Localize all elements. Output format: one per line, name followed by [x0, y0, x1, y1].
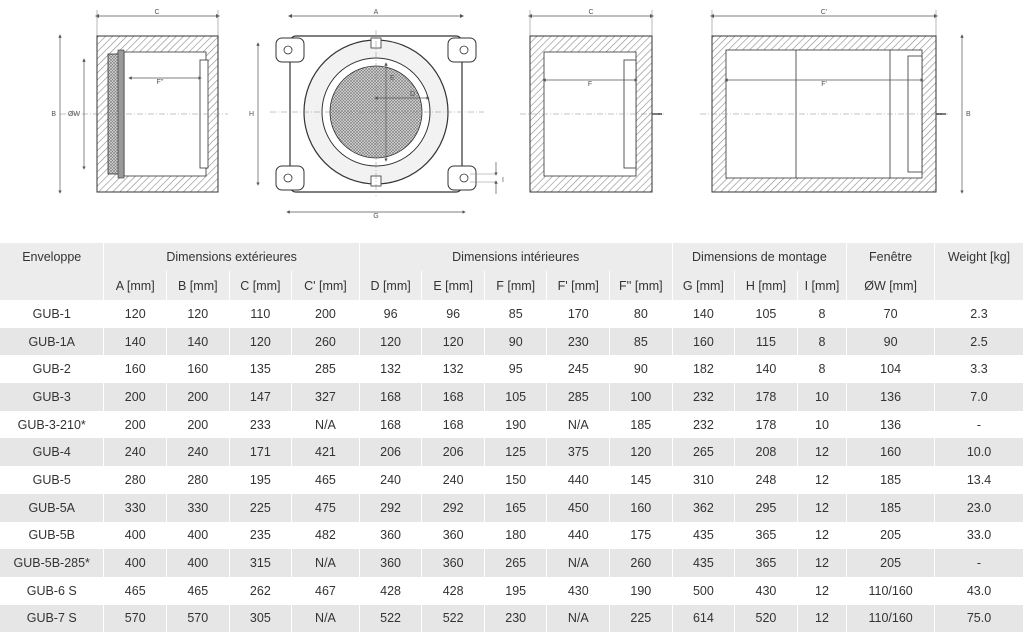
table-cell: 171 — [229, 438, 292, 466]
table-cell: 200 — [167, 411, 230, 439]
col-header: ØW [mm] — [847, 271, 935, 300]
table-cell: 400 — [104, 522, 167, 550]
model-name-cell: GUB-1 — [0, 300, 104, 328]
table-cell: 12 — [797, 494, 846, 522]
table-cell: 233 — [229, 411, 292, 439]
table-cell: 430 — [735, 577, 798, 605]
table-row — [0, 411, 1024, 439]
table-cell: 10.0 — [935, 438, 1024, 466]
model-name-cell: GUB-6 S — [0, 577, 104, 605]
table-cell: 614 — [672, 605, 735, 632]
table-cell: 435 — [672, 549, 735, 577]
table-cell: 465 — [292, 466, 360, 494]
table-cell: 195 — [484, 577, 547, 605]
table-cell: 12 — [797, 577, 846, 605]
dim-i-label: I — [502, 177, 504, 184]
table-cell: 232 — [672, 411, 735, 439]
table-cell: 240 — [167, 438, 230, 466]
table-row — [0, 549, 1024, 577]
col-header: I [mm] — [797, 271, 846, 300]
dim-c-label: C — [154, 9, 160, 16]
table-cell: 33.0 — [935, 522, 1024, 550]
dim-f-label: F — [587, 81, 593, 88]
table-cell: 168 — [422, 411, 485, 439]
table-cell: 360 — [359, 549, 422, 577]
table-cell: 240 — [359, 466, 422, 494]
table-cell: 200 — [167, 383, 230, 411]
table-cell: 185 — [847, 466, 935, 494]
table-cell: 90 — [847, 328, 935, 356]
model-name-cell: GUB-2 — [0, 355, 104, 383]
spec-table — [0, 243, 1024, 632]
table-cell: 330 — [104, 494, 167, 522]
table-row — [0, 522, 1024, 550]
table-cell: 160 — [610, 494, 673, 522]
table-cell: 262 — [229, 577, 292, 605]
table-cell: 225 — [610, 605, 673, 632]
table-cell: 362 — [672, 494, 735, 522]
table-cell: 230 — [547, 328, 610, 356]
table-cell: 140 — [672, 300, 735, 328]
table-cell: 178 — [735, 411, 798, 439]
table-cell: 140 — [104, 328, 167, 356]
table-cell: 3.3 — [935, 355, 1024, 383]
table-cell: 23.0 — [935, 494, 1024, 522]
header-weight: Weight [kg] — [935, 243, 1024, 300]
table-cell: 205 — [847, 549, 935, 577]
dim-b-label-2: B — [966, 111, 971, 118]
technical-drawings — [0, 0, 1024, 236]
dim-a-label: A — [373, 9, 379, 16]
header-enveloppe: Enveloppe — [0, 243, 104, 300]
table-cell: 206 — [359, 438, 422, 466]
table-cell: 132 — [422, 355, 485, 383]
table-cell: 168 — [422, 383, 485, 411]
table-cell: 43.0 — [935, 577, 1024, 605]
table-cell: 200 — [292, 300, 360, 328]
table-cell: 310 — [672, 466, 735, 494]
dim-b-label: B — [51, 111, 56, 118]
col-header: F' [mm] — [547, 271, 610, 300]
table-cell: 120 — [229, 328, 292, 356]
table-cell: 120 — [422, 328, 485, 356]
table-cell: 10 — [797, 411, 846, 439]
table-cell: 305 — [229, 605, 292, 632]
table-cell: 400 — [104, 549, 167, 577]
table-cell: 120 — [104, 300, 167, 328]
table-cell: 522 — [422, 605, 485, 632]
model-name-cell: GUB-4 — [0, 438, 104, 466]
table-row — [0, 577, 1024, 605]
table-cell: 200 — [104, 383, 167, 411]
header-dimensions-interieures: Dimensions intérieures — [359, 243, 672, 271]
section-view-short — [520, 9, 664, 192]
table-row — [0, 355, 1024, 383]
table-cell: - — [935, 549, 1024, 577]
table-cell: 10 — [797, 383, 846, 411]
table-cell: 104 — [847, 355, 935, 383]
table-cell: 170 — [547, 300, 610, 328]
table-cell: 190 — [484, 411, 547, 439]
table-cell: 168 — [359, 411, 422, 439]
table-cell: 147 — [229, 383, 292, 411]
table-cell: 400 — [167, 522, 230, 550]
table-cell: 421 — [292, 438, 360, 466]
table-cell: 260 — [292, 328, 360, 356]
table-cell: 450 — [547, 494, 610, 522]
table-row — [0, 383, 1024, 411]
dim-f2-label: F'' — [156, 79, 164, 86]
table-cell: 8 — [797, 355, 846, 383]
table-cell: 360 — [422, 549, 485, 577]
model-name-cell: GUB-5B-285* — [0, 549, 104, 577]
table-cell: 110/160 — [847, 605, 935, 632]
table-cell: 96 — [359, 300, 422, 328]
table-cell: 185 — [847, 494, 935, 522]
table-cell: 2.3 — [935, 300, 1024, 328]
sub-header-row — [0, 271, 1024, 300]
table-cell: 12 — [797, 438, 846, 466]
table-cell: 467 — [292, 577, 360, 605]
table-cell: 135 — [229, 355, 292, 383]
table-cell: 285 — [292, 355, 360, 383]
table-cell: 185 — [610, 411, 673, 439]
model-name-cell: GUB-7 S — [0, 605, 104, 632]
col-header: C' [mm] — [292, 271, 360, 300]
col-header: F'' [mm] — [610, 271, 673, 300]
table-cell: 400 — [167, 549, 230, 577]
table-cell: 12 — [797, 466, 846, 494]
table-cell: 475 — [292, 494, 360, 522]
table-cell: 330 — [167, 494, 230, 522]
table-cell: 570 — [104, 605, 167, 632]
table-cell: 520 — [735, 605, 798, 632]
col-header: H [mm] — [735, 271, 798, 300]
table-cell: 195 — [229, 466, 292, 494]
table-cell: 125 — [484, 438, 547, 466]
table-cell: 280 — [104, 466, 167, 494]
table-cell: 132 — [359, 355, 422, 383]
table-row — [0, 328, 1024, 356]
table-cell: 160 — [167, 355, 230, 383]
table-cell: 435 — [672, 522, 735, 550]
table-cell: 280 — [167, 466, 230, 494]
table-cell: 182 — [672, 355, 735, 383]
table-cell: 440 — [547, 522, 610, 550]
table-cell: 96 — [422, 300, 485, 328]
front-view — [249, 9, 504, 220]
table-cell: 120 — [610, 438, 673, 466]
table-row — [0, 438, 1024, 466]
table-cell: 265 — [672, 438, 735, 466]
table-cell: 13.4 — [935, 466, 1024, 494]
table-cell: 292 — [359, 494, 422, 522]
table-cell: 440 — [547, 466, 610, 494]
table-cell: 240 — [422, 466, 485, 494]
dim-c1-label: C' — [820, 9, 828, 16]
table-cell: 175 — [610, 522, 673, 550]
table-cell: 200 — [104, 411, 167, 439]
dim-f1-label: F' — [821, 81, 827, 88]
table-cell: 110 — [229, 300, 292, 328]
table-cell: 292 — [422, 494, 485, 522]
dim-d-label: D — [410, 91, 416, 98]
table-cell: 165 — [484, 494, 547, 522]
table-cell: 360 — [422, 522, 485, 550]
table-cell: 265 — [484, 549, 547, 577]
table-cell: N/A — [292, 411, 360, 439]
table-cell: 160 — [104, 355, 167, 383]
table-cell: N/A — [547, 605, 610, 632]
model-name-cell: GUB-5B — [0, 522, 104, 550]
col-header: E [mm] — [422, 271, 485, 300]
dim-c-label-2: C — [588, 9, 594, 16]
col-header: C [mm] — [229, 271, 292, 300]
table-cell: 240 — [104, 438, 167, 466]
section-view-window — [51, 9, 228, 192]
table-cell: 75.0 — [935, 605, 1024, 632]
table-cell: 465 — [167, 577, 230, 605]
table-cell: 206 — [422, 438, 485, 466]
col-header: A [mm] — [104, 271, 167, 300]
table-cell: 105 — [735, 300, 798, 328]
table-cell: 7.0 — [935, 383, 1024, 411]
table-cell: 500 — [672, 577, 735, 605]
section-view-long — [700, 9, 971, 192]
table-cell: N/A — [547, 549, 610, 577]
table-cell: 365 — [735, 549, 798, 577]
table-cell: 110/160 — [847, 577, 935, 605]
table-cell: 285 — [547, 383, 610, 411]
dim-w-label: ØW — [67, 111, 80, 118]
table-cell: 140 — [735, 355, 798, 383]
table-cell: 248 — [735, 466, 798, 494]
col-header: D [mm] — [359, 271, 422, 300]
col-header: B [mm] — [167, 271, 230, 300]
table-cell: N/A — [547, 411, 610, 439]
table-cell: 85 — [610, 328, 673, 356]
table-cell: 178 — [735, 383, 798, 411]
header-dimensions-exterieures: Dimensions extérieures — [104, 243, 359, 271]
table-cell: 120 — [167, 300, 230, 328]
table-cell: 225 — [229, 494, 292, 522]
table-cell: 140 — [167, 328, 230, 356]
header-fenetre: Fenêtre — [847, 243, 935, 271]
table-body — [0, 300, 1024, 632]
table-cell: 260 — [610, 549, 673, 577]
table-cell: 160 — [672, 328, 735, 356]
table-cell: 295 — [735, 494, 798, 522]
table-cell: 365 — [735, 522, 798, 550]
table-cell: 8 — [797, 328, 846, 356]
model-name-cell: GUB-3 — [0, 383, 104, 411]
table-row — [0, 494, 1024, 522]
table-cell: 208 — [735, 438, 798, 466]
table-cell: 105 — [484, 383, 547, 411]
header-dimensions-montage: Dimensions de montage — [672, 243, 847, 271]
model-name-cell: GUB-5 — [0, 466, 104, 494]
table-cell: 145 — [610, 466, 673, 494]
table-cell: 120 — [359, 328, 422, 356]
table-cell: 8 — [797, 300, 846, 328]
table-cell: 245 — [547, 355, 610, 383]
table-cell: 136 — [847, 383, 935, 411]
table-cell: 90 — [610, 355, 673, 383]
table-cell: 315 — [229, 549, 292, 577]
table-cell: 327 — [292, 383, 360, 411]
table-cell: 160 — [847, 438, 935, 466]
table-cell: 90 — [484, 328, 547, 356]
col-header: F [mm] — [484, 271, 547, 300]
table-cell: 136 — [847, 411, 935, 439]
table-cell: 360 — [359, 522, 422, 550]
table-cell: 180 — [484, 522, 547, 550]
table-cell: 85 — [484, 300, 547, 328]
model-name-cell: GUB-1A — [0, 328, 104, 356]
table-cell: 232 — [672, 383, 735, 411]
table-cell: 230 — [484, 605, 547, 632]
col-header: G [mm] — [672, 271, 735, 300]
model-name-cell: GUB-3-210* — [0, 411, 104, 439]
table-cell: 2.5 — [935, 328, 1024, 356]
dim-e-label: E — [390, 75, 395, 82]
table-cell: 235 — [229, 522, 292, 550]
table-cell: 12 — [797, 549, 846, 577]
table-row — [0, 466, 1024, 494]
table-row — [0, 300, 1024, 328]
table-cell: 80 — [610, 300, 673, 328]
table-cell: 12 — [797, 605, 846, 632]
dim-g-label: G — [373, 213, 379, 220]
table-cell: 70 — [847, 300, 935, 328]
table-cell: 430 — [547, 577, 610, 605]
table-cell: 375 — [547, 438, 610, 466]
table-cell: N/A — [292, 605, 360, 632]
table-cell: - — [935, 411, 1024, 439]
table-cell: 205 — [847, 522, 935, 550]
table-cell: 428 — [359, 577, 422, 605]
table-cell: 168 — [359, 383, 422, 411]
table-cell: 115 — [735, 328, 798, 356]
table-cell: 12 — [797, 522, 846, 550]
table-cell: 465 — [104, 577, 167, 605]
table-cell: 482 — [292, 522, 360, 550]
table-cell: 570 — [167, 605, 230, 632]
table-cell: N/A — [292, 549, 360, 577]
table-cell: 428 — [422, 577, 485, 605]
group-header-row — [0, 243, 1024, 271]
model-name-cell: GUB-5A — [0, 494, 104, 522]
table-cell: 150 — [484, 466, 547, 494]
table-cell: 522 — [359, 605, 422, 632]
table-cell: 95 — [484, 355, 547, 383]
table-cell: 100 — [610, 383, 673, 411]
table-cell: 190 — [610, 577, 673, 605]
dim-h-label: H — [248, 111, 254, 118]
